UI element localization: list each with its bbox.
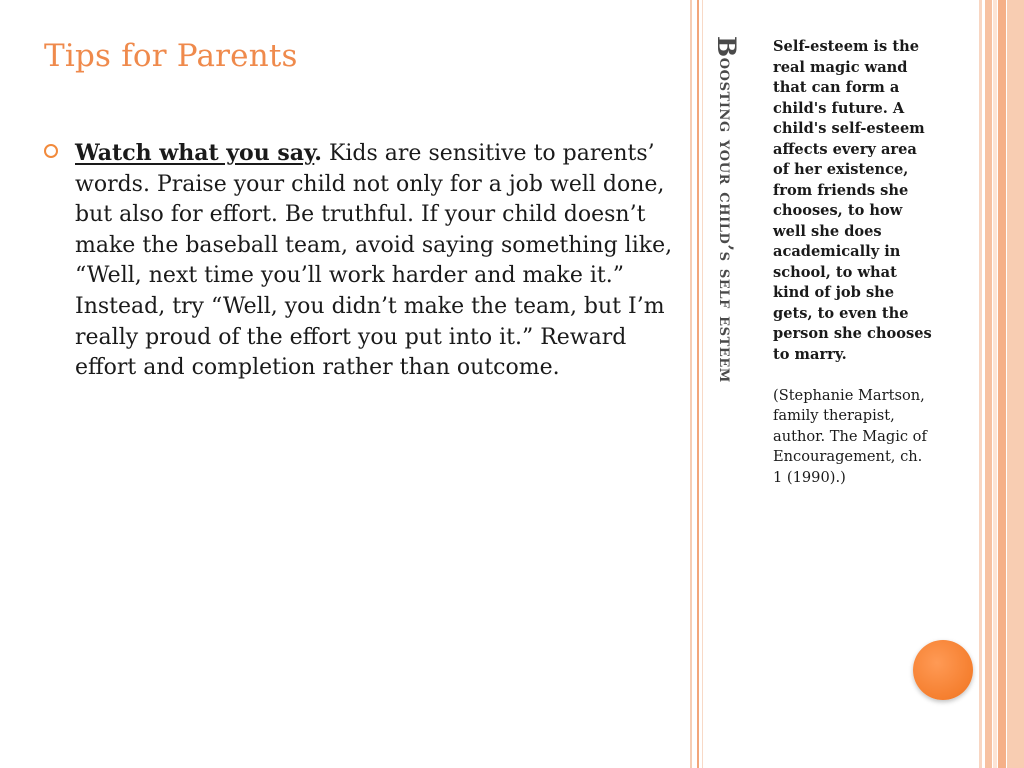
decorative-stripe-2 <box>985 0 992 768</box>
decorative-stripe-1 <box>979 0 982 768</box>
decorative-stripe-4 <box>998 0 1006 768</box>
divider-line-left <box>690 0 692 768</box>
side-title <box>706 36 746 383</box>
side-title-container <box>706 36 750 556</box>
decorative-stripe-3 <box>993 0 997 768</box>
side-title-rest: oosting your child’s self esteem <box>715 57 737 383</box>
bullet-lead: Watch what you say <box>75 140 315 166</box>
orange-circle-icon <box>913 640 973 700</box>
quote-citation: (Stephanie Martson, family therapist, author. The Magic of Encouragement, ch. 1 (1990).) <box>773 386 927 486</box>
bullet-text <box>75 138 684 384</box>
bullet-body: Kids are sensitive to parents’ words. Praise your child not only for a job well done, but also for effort. Be truthful. If your child doesn’t make the baseball team, avoid saying something like, “Well, next time you’ll work harder and make it.” Instead, try “Well, you didn’t make the team, but I’m really proud of the effort you put into it.” Reward effort and completion rather than outcome. <box>75 141 673 381</box>
slide-title: Tips for Parents <box>44 38 298 74</box>
side-title-initial: B <box>712 36 741 58</box>
bullet-item <box>44 138 684 384</box>
divider-line-right <box>702 0 703 768</box>
hollow-circle-bullet-icon <box>44 144 58 158</box>
divider-line-middle <box>697 0 699 768</box>
quote-text: Self-esteem is the real magic wand that can form a child's future. A child's self-esteem affects every area of her existence, from friends she chooses, to how well she does academically in school, to what kind of job she gets, to even the person she chooses to marry. <box>773 38 932 363</box>
bullet-lead-period: . <box>314 140 322 166</box>
quote-box <box>773 37 933 488</box>
decorative-stripe-5 <box>1007 0 1024 768</box>
